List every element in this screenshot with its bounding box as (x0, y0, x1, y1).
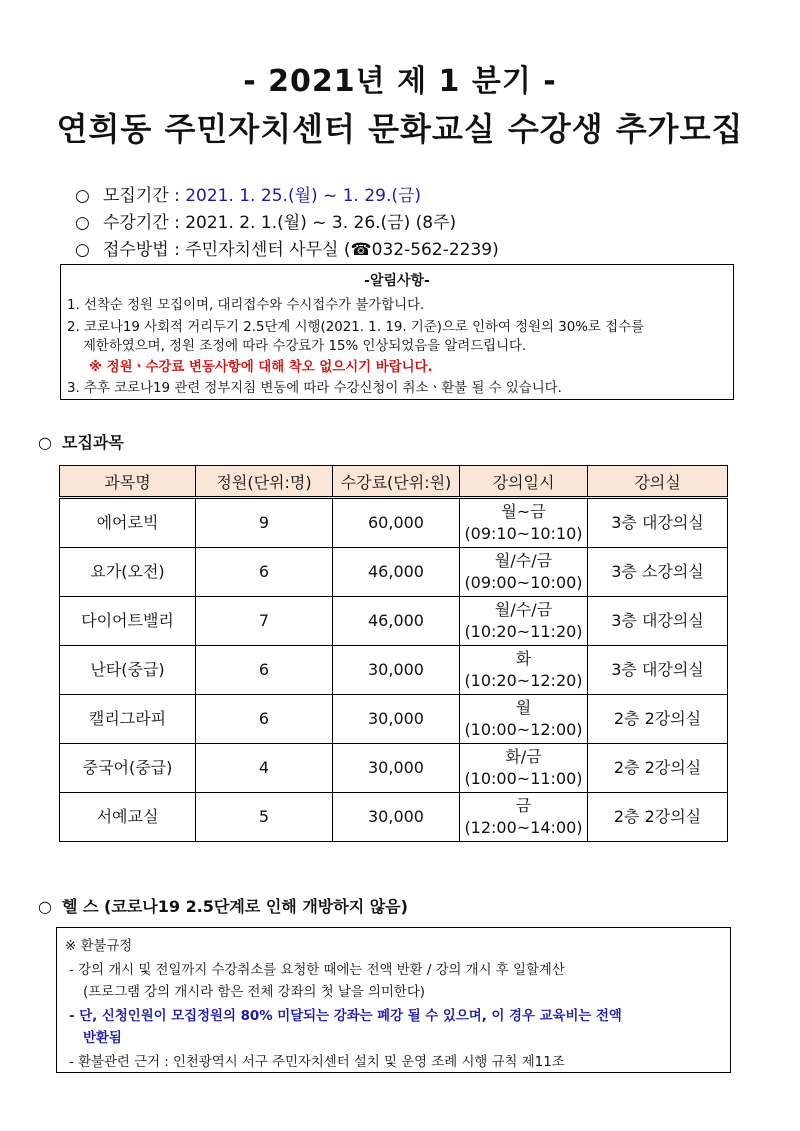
col-header-name: 과목명 (60, 466, 196, 498)
refund-line-3: - 단, 신청인원이 모집정원의 80% 미달되는 강좌는 폐강 될 수 있으며, 이 경우 교육비는 전액 (69, 1009, 622, 1024)
course-schedule (460, 744, 588, 793)
course-capacity: 9 (196, 498, 333, 548)
course-name: 에어로빅 (60, 498, 196, 548)
bullet-circle: ○ (75, 240, 90, 260)
quarter-title: - 2021년 제 1 분기 - (243, 64, 557, 99)
refund-line-4: 반환됨 (83, 1031, 122, 1046)
course-days: 월/수/금 (494, 600, 553, 619)
course-time: (12:00~14:00) (464, 818, 583, 837)
course-fee: 30,000 (333, 744, 460, 793)
course-fee: 46,000 (333, 548, 460, 597)
course-capacity: 6 (196, 695, 333, 744)
table-row (60, 793, 728, 842)
course-schedule (460, 646, 588, 695)
course-room: 2층 2강의실 (588, 793, 728, 842)
table-row (60, 744, 728, 793)
col-header-room: 강의실 (588, 466, 728, 498)
courses-table (59, 465, 728, 842)
course-period-text: 수강기간 : 2021. 2. 1.(월) ~ 3. 26.(금) (8주) (103, 213, 457, 233)
notice-item-3: 3. 추후 코로나19 관련 정부지침 변동에 따라 수강신청이 취소ㆍ환불 될 수 있습니다. (67, 381, 562, 396)
table-row (60, 646, 728, 695)
course-schedule (460, 597, 588, 646)
course-days: 월 (515, 698, 532, 717)
course-fee: 30,000 (333, 646, 460, 695)
course-name: 서예교실 (60, 793, 196, 842)
course-capacity: 7 (196, 597, 333, 646)
course-days: 월~금 (501, 502, 546, 521)
course-name: 캘리그라피 (60, 695, 196, 744)
phone-number: 032-562-2239) (371, 240, 499, 260)
course-name: 난타(중급) (60, 646, 196, 695)
course-days: 화 (515, 649, 532, 668)
bullet-circle: ○ (38, 433, 52, 452)
notice-warning: ※ 정원ㆍ수강료 변동사항에 대해 착오 없으시기 바랍니다. (89, 360, 433, 375)
recruit-label: 모집기간 : (103, 186, 186, 206)
courses-title-text: 모집과목 (62, 433, 124, 452)
bullet-circle: ○ (75, 213, 90, 233)
health-section-title (38, 894, 408, 917)
course-room: 3층 대강의실 (588, 597, 728, 646)
recruit-value: 2021. 1. 25.(월) ~ 1. 29.(금) (185, 186, 422, 206)
refund-line-1: - 강의 개시 및 전일까지 수강취소를 요청한 때에는 전액 반환 / 강의 개시 후 일할계산 (69, 963, 565, 978)
col-header-capacity: 정원(단위:명) (196, 466, 333, 498)
course-name: 요가(오전) (60, 548, 196, 597)
course-time: (10:20~12:20) (464, 671, 583, 690)
course-fee: 60,000 (333, 498, 460, 548)
course-days: 월/수/금 (494, 551, 553, 570)
phone-icon: ☎ (350, 240, 372, 260)
course-days: 화/금 (505, 747, 542, 766)
table-row (60, 695, 728, 744)
course-fee: 46,000 (333, 597, 460, 646)
course-schedule (460, 548, 588, 597)
course-room: 3층 대강의실 (588, 646, 728, 695)
course-days: 금 (515, 796, 532, 815)
health-title-text: 헬 스 (코로나19 2.5단계로 인해 개방하지 않음) (62, 897, 408, 916)
notice-box (60, 264, 734, 400)
table-row (60, 597, 728, 646)
course-capacity: 5 (196, 793, 333, 842)
course-room: 2층 2강의실 (588, 695, 728, 744)
notice-item-2: 2. 코로나19 사회적 거리두기 2.5단계 시행(2021. 1. 19. 기준)으로 인하여 정원의 30%로 접수를 (67, 320, 644, 335)
table-row (60, 548, 728, 597)
apply-method-text: 접수방법 : 주민자치센터 사무실 ( (103, 240, 351, 260)
course-room: 3층 대강의실 (588, 498, 728, 548)
course-period (75, 208, 456, 233)
notice-item-1: 1. 선착순 정원 모집이며, 대리접수와 수시접수가 불가합니다. (67, 298, 425, 313)
course-fee: 30,000 (333, 695, 460, 744)
course-schedule (460, 498, 588, 548)
course-time: (10:00~11:00) (464, 769, 583, 788)
refund-line-5: - 환불관련 근거 : 인천광역시 서구 주민자치센터 설치 및 운영 조례 시행 규칙 제11조 (69, 1055, 565, 1070)
course-capacity: 4 (196, 744, 333, 793)
col-header-fee: 수강료(단위:원) (333, 466, 460, 498)
table-row (60, 498, 728, 548)
course-name: 중국어(중급) (60, 744, 196, 793)
course-fee: 30,000 (333, 793, 460, 842)
course-schedule (460, 695, 588, 744)
page-title: 연희동 주민자치센터 문화교실 수강생 추가모집 (56, 110, 744, 148)
bullet-circle: ○ (38, 897, 52, 916)
apply-method (75, 235, 499, 260)
course-capacity: 6 (196, 646, 333, 695)
course-schedule (460, 793, 588, 842)
notice-item-2-cont: 제한하였으며, 정원 조정에 따라 수강료가 15% 인상되었음을 알려드립니다. (83, 339, 527, 354)
refund-line-2: (프로그램 강의 개시라 함은 전체 강좌의 첫 날을 의미한다) (83, 985, 426, 1000)
course-capacity: 6 (196, 548, 333, 597)
course-time: (09:10~10:10) (464, 524, 583, 543)
course-time: (10:20~11:20) (464, 622, 583, 641)
refund-heading: ※ 환불규정 (65, 939, 133, 954)
table-header-row (60, 466, 728, 498)
course-time: (10:00~12:00) (464, 720, 583, 739)
col-header-schedule: 강의일시 (460, 466, 588, 498)
course-name: 다이어트밸리 (60, 597, 196, 646)
course-room: 2층 2강의실 (588, 744, 728, 793)
bullet-circle: ○ (75, 186, 90, 206)
course-room: 3층 소강의실 (588, 548, 728, 597)
courses-section-title (38, 430, 124, 453)
refund-box (56, 927, 731, 1073)
notice-heading: -알림사항- (364, 273, 430, 289)
course-time: (09:00~10:00) (464, 573, 583, 592)
recruit-period (75, 181, 421, 206)
